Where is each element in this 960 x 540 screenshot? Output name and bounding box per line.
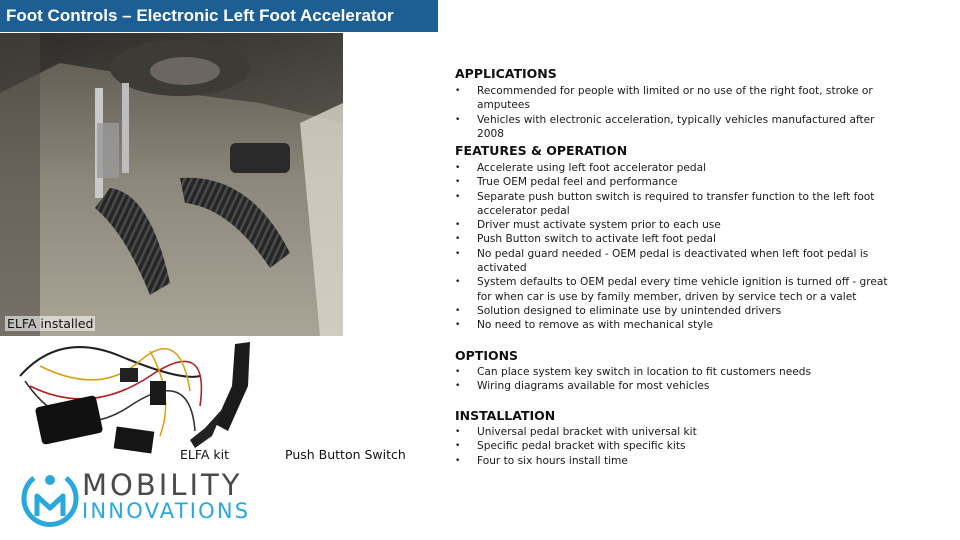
options-list xyxy=(455,365,900,394)
push-button-switch-caption: Push Button Switch xyxy=(285,447,406,462)
list-item: • Universal pedal bracket with universal kit xyxy=(455,426,697,438)
list-item: • Push Button switch to activate left foot pedal xyxy=(455,233,716,246)
list-item: • Vehicles with electronic acceleration, typically vehicles manufactured after 2008 xyxy=(455,113,875,140)
elfa-kit-caption: ELFA kit xyxy=(180,447,230,462)
list-item: • Can place system key switch in location to fit customers needs xyxy=(455,366,811,378)
features-list xyxy=(455,161,900,333)
logo-mark-icon xyxy=(20,468,80,528)
list-item: • Driver must activate system prior to each use xyxy=(455,219,721,232)
list-item: • Specific pedal bracket with specific kits xyxy=(455,440,686,453)
list-item: • Recommended for people with limited or no use of the right foot, stroke or amputees xyxy=(455,85,873,112)
list-item: • Wiring diagrams available for most vehicles xyxy=(455,380,710,393)
logo-word-mobility: MOBILITY xyxy=(82,468,243,502)
list-item: • Accelerate using left foot accelerator pedal xyxy=(455,162,707,174)
list-item: • No pedal guard needed - OEM pedal is deactivated when left foot pedal is activated xyxy=(455,247,869,275)
list-item: • System defaults to OEM pedal every time vehicle ignition is turned off - great for when car is use by family member, driven by service tech or a valet xyxy=(455,276,888,303)
photo-caption: ELFA installed xyxy=(7,316,94,331)
section-heading-applications: APPLICATIONS xyxy=(455,66,557,81)
list-item: • Solution designed to eliminate use by unintended drivers xyxy=(455,304,782,317)
list-item: • True OEM pedal feel and performance xyxy=(455,176,678,189)
logo-word-innovations: INNOVATIONS xyxy=(82,499,251,523)
list-item: • No need to remove as with mechanical style xyxy=(455,319,713,332)
installation-list xyxy=(455,425,900,468)
mobility-innovations-logo xyxy=(20,466,260,526)
list-item: • Separate push button switch is required to transfer function to the left foot accelerator pedal xyxy=(455,190,875,217)
elfa-installed-photo xyxy=(0,33,343,336)
elfa-kit-image xyxy=(0,336,440,466)
list-item: • Four to six hours install time xyxy=(455,454,628,467)
page-title: Foot Controls – Electronic Left Foot Accelerator xyxy=(0,0,438,32)
section-heading-installation: INSTALLATION xyxy=(455,408,556,423)
applications-list xyxy=(455,84,900,141)
section-heading-options: OPTIONS xyxy=(455,348,519,363)
section-heading-features: FEATURES & OPERATION xyxy=(455,143,628,158)
